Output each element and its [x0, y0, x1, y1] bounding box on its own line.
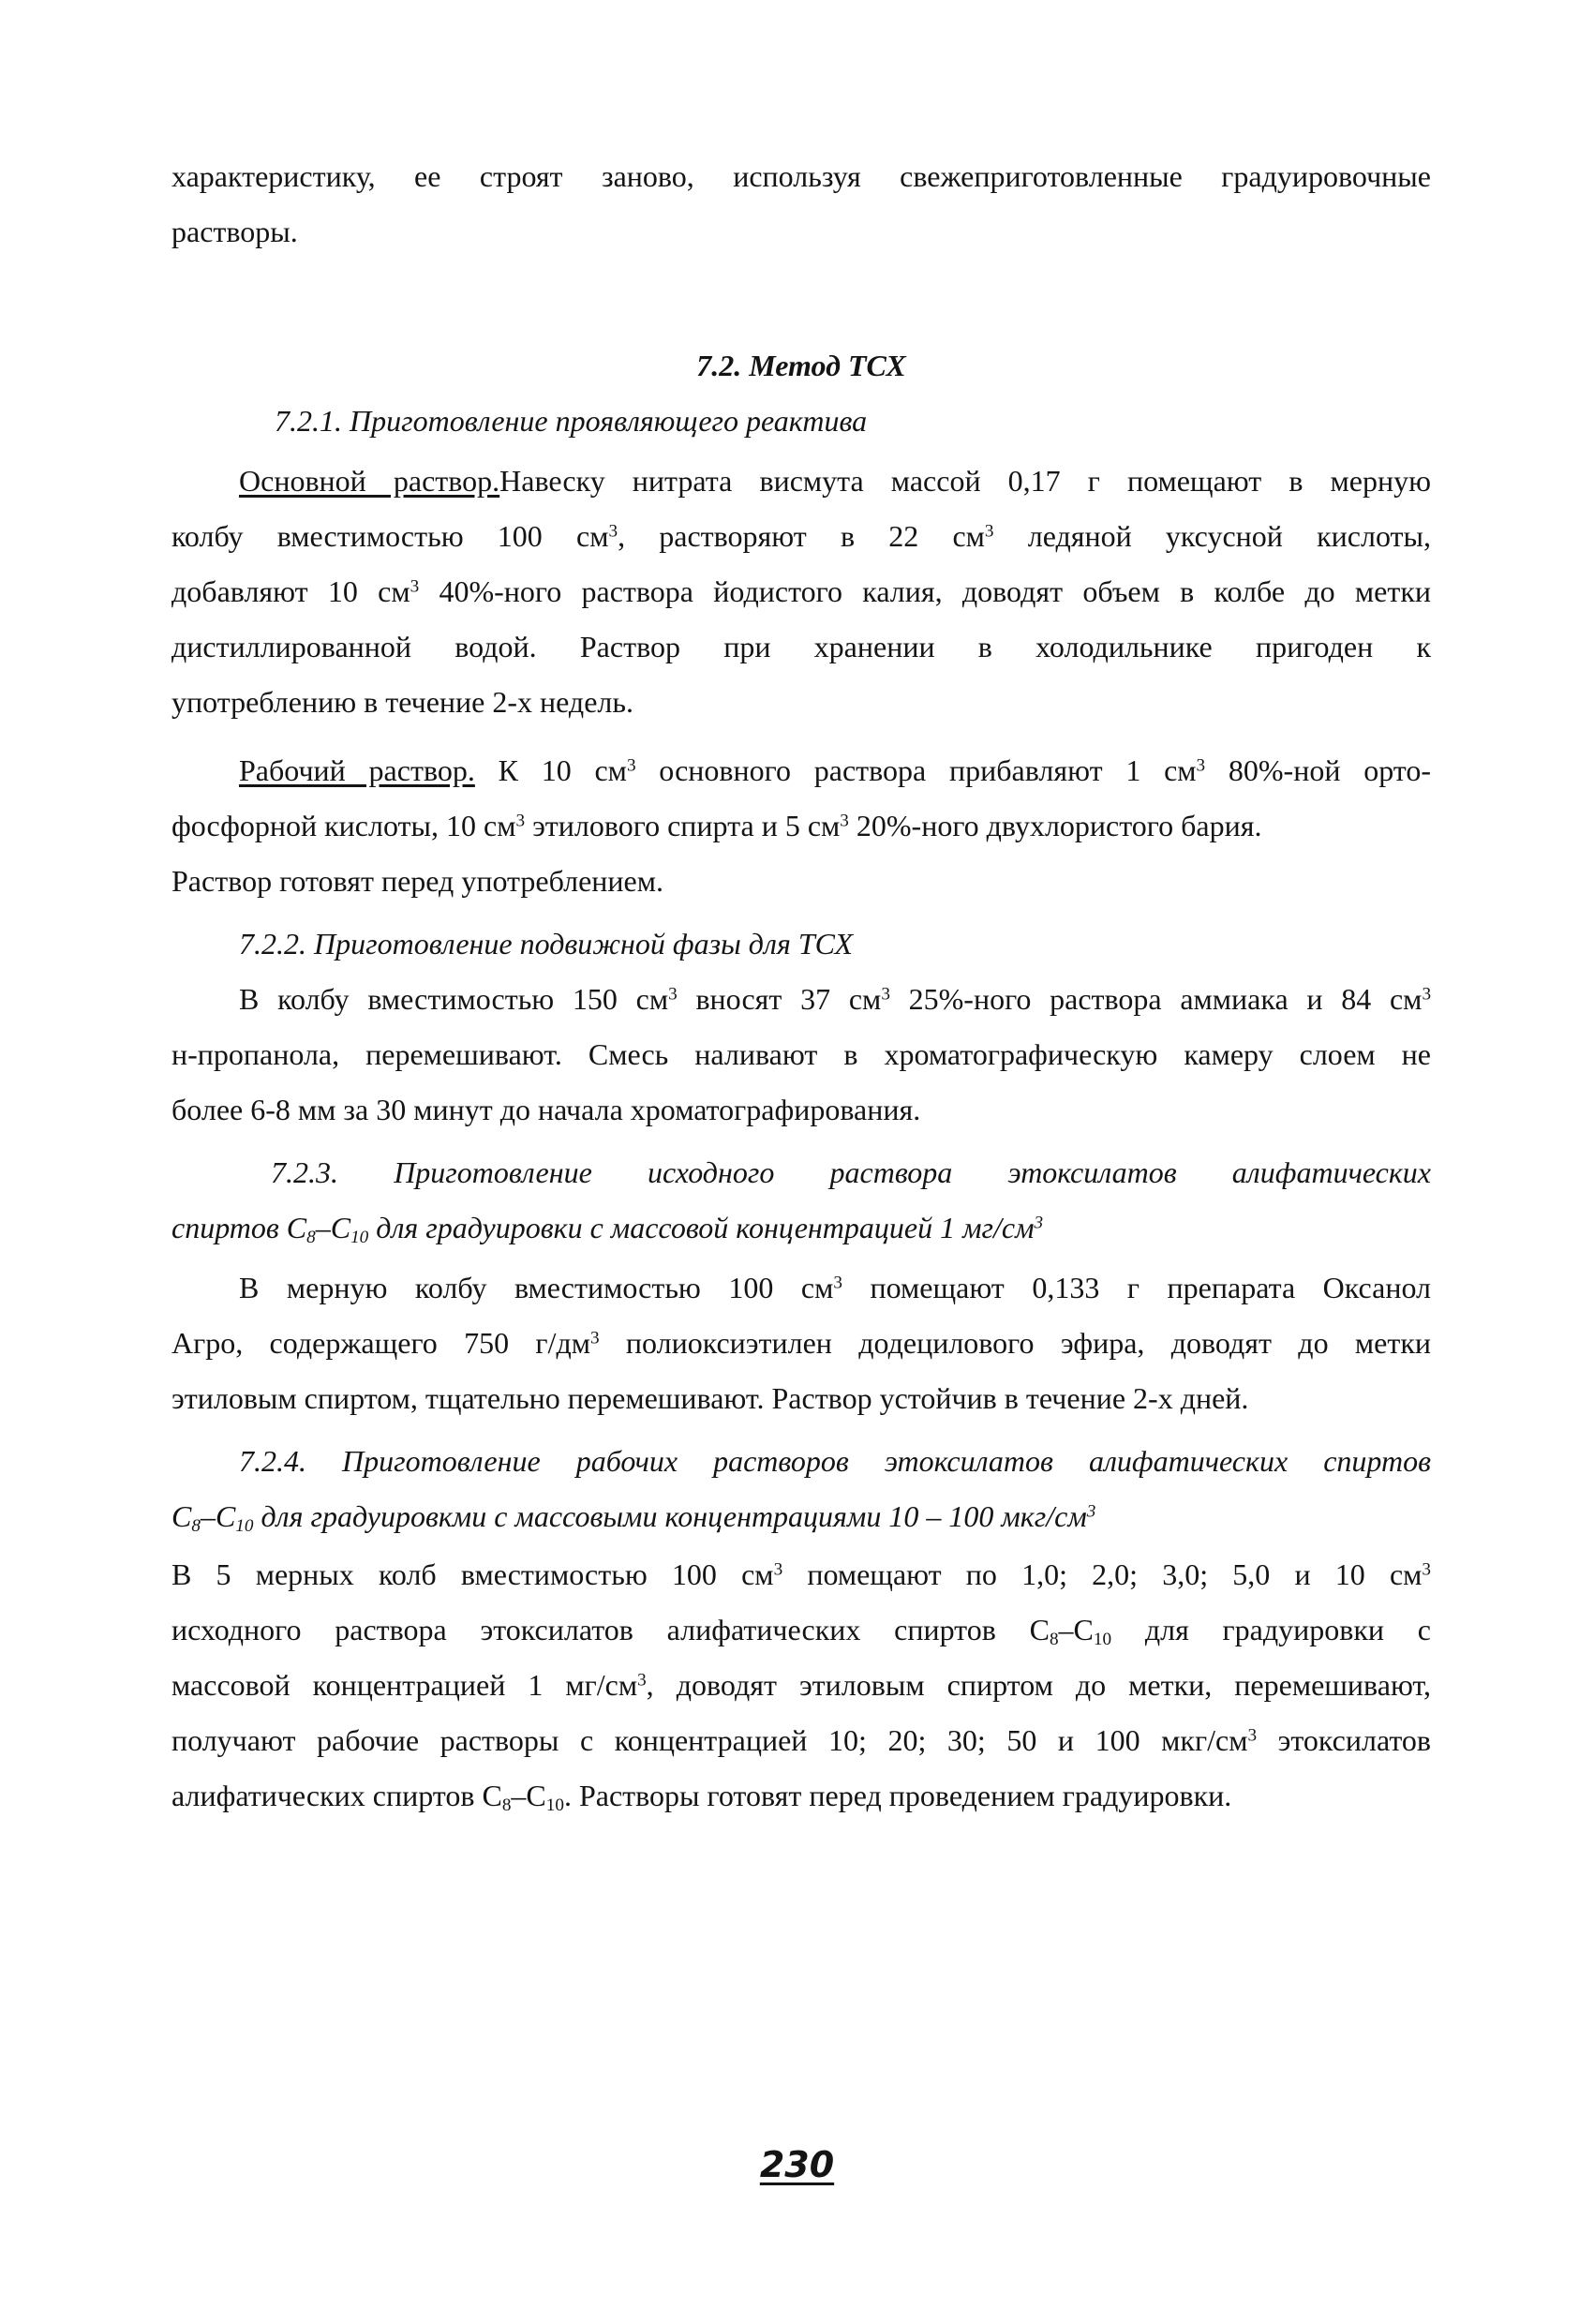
text-line: н-пропанола, перемешивают. Смесь наливают в хроматографическую камеру слоем не — [171, 1037, 1431, 1071]
text-line: В колбу вместимостью 150 $см^3$ вносят 37 $см^3$ 25%-ного раствора аммиака и 84 $см^3$ — [239, 982, 1432, 1016]
text-line: фосфорной кислоты, 10 $см^3$ этилового спирта и 5 $см^3$ 20%-ного двухлористого бария. — [171, 809, 1262, 842]
text-line: В 5 мерных колб вместимостью 100 $см^3$ помещают по 1,0; 2,0; 3,0; 5,0 и 10 $см^3$ — [171, 1557, 1432, 1591]
text-line: дистиллированной водой. Раствор при хранении в холодильнике пригоден к — [171, 630, 1431, 663]
text-line: Рабочий раствор. К 10 $см^3$ основного раствора прибавляют 1 $см^3$ 80%-ной орто- — [239, 753, 1432, 787]
working-solution-label: Рабочий раствор. — [239, 753, 475, 787]
text-line: добавляют 10 $см^3$ 40%-ного раствора йодистого калия, доводят объем в колбе до метки — [171, 574, 1431, 608]
text-line: колбу вместимостью 100 $см^3$, растворяют в 22 $см^3$ ледяной уксусной кислоты, — [171, 519, 1432, 553]
section-heading: 7.2. Метод ТСХ — [696, 349, 906, 382]
text-line: 7.2.4. Приготовление рабочих растворов этоксилатов алифатических спиртов — [239, 1444, 1431, 1478]
text-line: растворы. — [171, 215, 298, 248]
text-line: этиловым спиртом, тщательно перемешивают. Раствор устойчив в течение 2-х дней. — [171, 1381, 1249, 1415]
text-line: характеристику, ее строят заново, используя свежеприготовленные градуировочные — [171, 159, 1431, 193]
text-line: алифатических спиртов $C_8-C_{10}$. Растворы готовят перед проведением градуировки. — [171, 1779, 1232, 1815]
text-line: 7.2.3. Приготовление исходного раствора этоксилатов алифатических — [271, 1155, 1431, 1189]
text-line: В мерную колбу вместимостью 100 $см^3$ помещают 0,133 г препарата Оксанол — [239, 1271, 1432, 1304]
working-solutions-paragraph — [171, 1547, 1431, 1824]
page-number: 230 — [759, 2144, 835, 2185]
text-line: более 6-8 мм за 30 минут до начала хроматографирования. — [171, 1093, 921, 1126]
mobile-phase-paragraph — [171, 972, 1431, 1138]
stock-solution-paragraph — [171, 1260, 1431, 1426]
text-line: массовой концентрацией 1 $мг/см^3$, доводят этиловым спиртом до метки, перемешивают, — [171, 1668, 1431, 1702]
text-line: Агро, содержащего 750 $г/дм^3$ полиоксиэтилен додецилового эфира, доводят до метки — [171, 1326, 1432, 1360]
subsection-heading — [171, 1145, 1431, 1256]
text-line: исходного раствора этоксилатов алифатических спиртов $C_8-C_{10}$ для градуировки с — [171, 1613, 1431, 1649]
subsection-heading: 7.2.1. Приготовление проявляющего реактива — [275, 404, 868, 438]
text-line: $C_8-C_{10}$ для градуировкми с массовыми концентрациями 10 – 100 мкг/$см^3$ — [171, 1499, 1096, 1536]
basic-solution-paragraph — [171, 454, 1431, 730]
subsection-heading — [171, 1434, 1431, 1544]
text-line: получают рабочие растворы с концентрацией 10; 20; 30; 50 и 100 мкг/$см^3$ этоксилатов — [171, 1723, 1432, 1757]
subsection-heading: 7.2.2. Приготовление подвижной фазы для ТСХ — [239, 927, 854, 961]
text-line: Раствор готовят перед употреблением. — [171, 864, 663, 898]
text-line: спиртов $C_8-C_{10}$ для градуировки с массовой концентрацией 1 $мг/см^3$ — [171, 1211, 1044, 1247]
text-line: Основной раствор.Навеску нитрата висмута массой 0,17 г помещают в мерную — [239, 464, 1432, 498]
intro-paragraph — [171, 149, 1431, 260]
text-line: употреблению в течение 2-х недель. — [171, 685, 633, 719]
working-solution-paragraph — [171, 743, 1431, 909]
basic-solution-label: Основной раствор. — [239, 464, 500, 498]
